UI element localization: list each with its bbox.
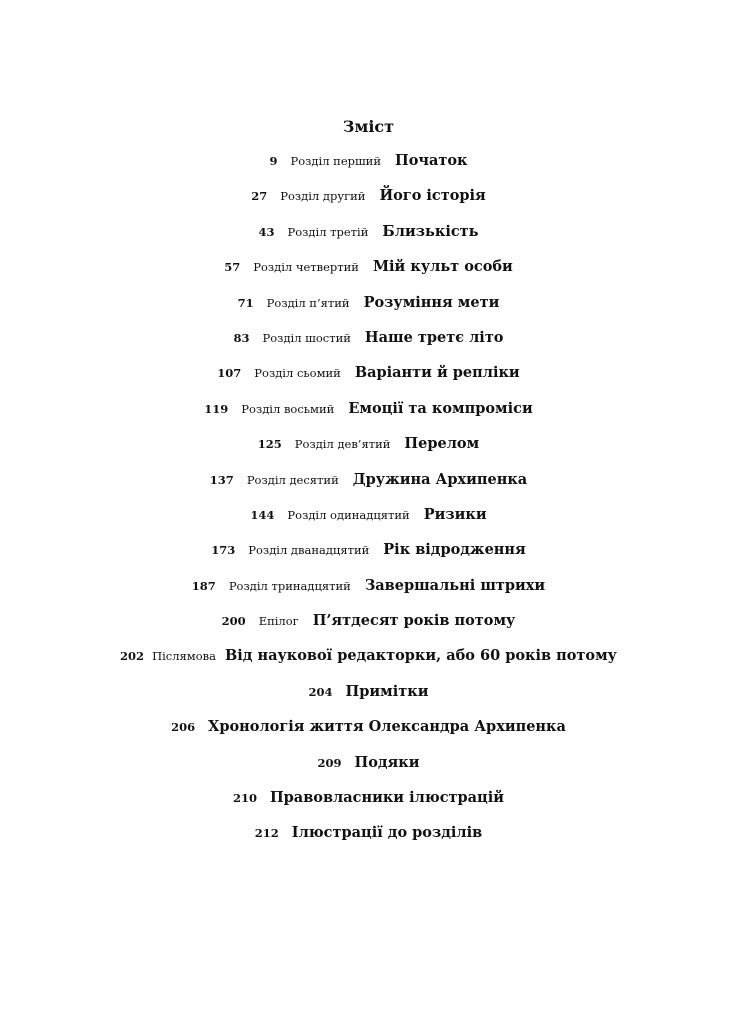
chapter-title: Перелом [404, 435, 480, 453]
toc-entry-1 [0, 152, 737, 187]
chapter-label: Розділ сьомий [254, 366, 341, 381]
chapter-title: Рік відродження [383, 541, 526, 559]
toc-entry-9 [0, 435, 737, 470]
page-number: 187 [191, 578, 216, 593]
chapter-title: Ризики [423, 505, 487, 523]
toc-entry-8 [0, 400, 737, 435]
toc-entry-3 [0, 223, 737, 258]
page-number: 9 [269, 154, 278, 168]
chapter-label: Розділ шостий [262, 330, 351, 345]
page-number: 57 [224, 260, 241, 275]
page-number: 200 [221, 614, 246, 629]
toc-entry-11 [0, 506, 737, 541]
chapter-title: Подяки [354, 753, 420, 771]
page-number: 144 [250, 507, 275, 522]
chapter-title: П’ятдесят років потому [312, 612, 516, 630]
toc-entry-4 [0, 258, 737, 293]
toc-entry-5 [0, 294, 737, 329]
chapter-label: Розділ п’ятий [266, 295, 350, 310]
chapter-label: Післямова [152, 649, 216, 664]
toc-entry-16 [0, 683, 737, 718]
chapter-title: Наше третє літо [364, 328, 504, 346]
toc-entry-12 [0, 541, 737, 576]
chapter-title: Розуміння мети [363, 293, 500, 311]
chapter-title: Завершальні штрихи [364, 576, 546, 594]
chapter-title: Хронологія життя Олександра Архипенка [208, 718, 566, 736]
page-number: 43 [258, 224, 275, 239]
chapter-title: Від наукової редакторки, або 60 років потому [224, 647, 617, 665]
page-number: 119 [204, 401, 229, 416]
toc-entry-10 [0, 471, 737, 506]
toc-entry-14 [0, 612, 737, 647]
toc-entry-15 [0, 647, 737, 682]
toc-entry-7 [0, 364, 737, 399]
chapter-label: Розділ другий [280, 189, 366, 204]
chapter-label: Епілог [258, 614, 299, 629]
page-number: 83 [233, 330, 250, 345]
page-number: 210 [232, 791, 257, 806]
toc-list [0, 152, 737, 860]
chapter-title: Початок [395, 152, 468, 169]
chapter-label: Розділ десятий [246, 472, 339, 487]
page-number: 209 [317, 755, 342, 770]
chapter-label: Розділ восьмий [241, 401, 335, 416]
chapter-label: Розділ тринадцятий [228, 578, 351, 593]
toc-entry-2 [0, 187, 737, 222]
page-number: 202 [120, 649, 145, 664]
page-number: 27 [251, 189, 268, 204]
chapter-title: Його історія [379, 187, 486, 205]
chapter-label: Розділ третій [287, 224, 369, 239]
chapter-title: Примітки [345, 682, 429, 700]
chapter-title: Близькість [382, 222, 479, 240]
toc-entry-6 [0, 329, 737, 364]
page-number: 137 [209, 472, 234, 487]
toc-entry-20 [0, 824, 737, 859]
chapter-label: Розділ одинадцятий [287, 507, 410, 522]
page-number: 206 [171, 720, 196, 735]
chapter-label: Розділ перший [290, 154, 382, 168]
toc-entry-19 [0, 789, 737, 824]
chapter-title: Варіанти й репліки [354, 364, 520, 382]
chapter-title: Емоції та компроміси [348, 399, 533, 417]
page-number: 71 [237, 295, 254, 310]
page-number: 125 [257, 437, 282, 452]
page-number: 212 [254, 826, 279, 841]
toc-entry-13 [0, 577, 737, 612]
toc-entry-18 [0, 754, 737, 789]
page-number: 204 [308, 684, 333, 699]
chapter-title: Ілюстрації до розділів [291, 824, 483, 842]
chapter-label: Розділ дев’ятий [294, 437, 391, 452]
page-number: 173 [211, 543, 236, 558]
page-number: 107 [217, 366, 242, 381]
chapter-title: Дружина Архипенка [352, 470, 528, 488]
chapter-title: Мій культ особи [372, 258, 513, 276]
chapter-title: Правовласники ілюстрацій [269, 789, 505, 807]
toc-entry-17 [0, 718, 737, 753]
chapter-label: Розділ дванадцятий [248, 543, 370, 558]
toc-title: Зміст [342, 117, 395, 136]
chapter-label: Розділ четвертий [253, 260, 359, 275]
